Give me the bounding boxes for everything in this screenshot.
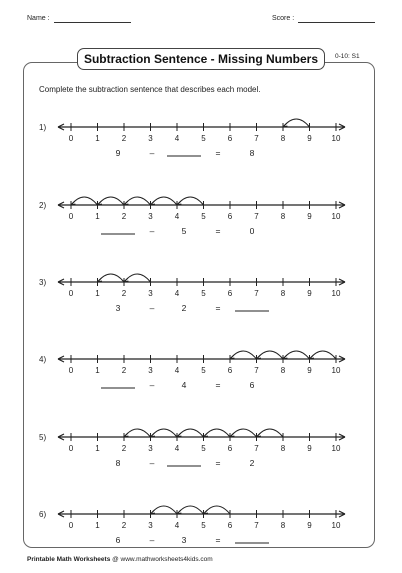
sentence-term: 8 (115, 458, 121, 468)
arrowhead-icon (151, 510, 155, 514)
tick-label: 6 (227, 134, 233, 143)
worksheet-code: 0-10: S1 (335, 53, 360, 60)
tick-label: 7 (254, 521, 259, 530)
tick-label: 6 (227, 212, 233, 221)
sentence-term: 3 (115, 303, 121, 313)
sentence-term: 6 (115, 535, 121, 545)
tick-label: 3 (148, 212, 153, 221)
tick-label: 0 (68, 366, 74, 375)
sentence-term: 8 (249, 148, 255, 158)
problem-3 (39, 274, 345, 313)
tick-label: 7 (254, 444, 259, 453)
sentence-term: = (215, 303, 221, 313)
name-label: Name : (27, 15, 50, 22)
arrowhead-icon (177, 510, 181, 514)
tick-label: 6 (227, 444, 233, 453)
sentence-term: 9 (115, 148, 121, 158)
problem-5 (39, 429, 345, 468)
tick-label: 3 (148, 134, 153, 143)
tick-label: 1 (95, 366, 100, 375)
worksheet-title: Subtraction Sentence - Missing Numbers (77, 48, 325, 70)
arrowhead-icon (98, 201, 102, 205)
sentence-term: = (215, 458, 221, 468)
sentence-term: = (215, 148, 221, 158)
tick-label: 5 (201, 521, 206, 530)
tick-label: 2 (121, 366, 127, 375)
tick-label: 10 (331, 134, 341, 143)
footer-site: @ www.mathworksheets4kids.com (112, 556, 213, 563)
problem-2 (39, 197, 345, 236)
tick-label: 8 (280, 521, 286, 530)
tick-label: 0 (68, 521, 74, 530)
sentence-term: 6 (249, 380, 255, 390)
arrowhead-icon (257, 433, 261, 437)
sentence-term: 4 (181, 380, 187, 390)
tick-label: 5 (201, 134, 206, 143)
tick-label: 9 (307, 444, 312, 453)
tick-label: 10 (331, 521, 341, 530)
arrowhead-icon (151, 433, 155, 437)
sentence-term: 2 (181, 303, 187, 313)
tick-label: 4 (174, 521, 180, 530)
tick-label: 4 (174, 289, 180, 298)
score-label: Score : (272, 15, 295, 22)
arrowhead-icon (71, 201, 75, 205)
tick-label: 1 (95, 521, 100, 530)
sentence-term: – (149, 380, 155, 390)
tick-label: 10 (331, 366, 341, 375)
problem-1 (39, 119, 345, 158)
tick-label: 0 (68, 134, 74, 143)
problem-6 (39, 506, 345, 545)
tick-label: 8 (280, 366, 286, 375)
tick-label: 1 (95, 289, 100, 298)
tick-label: 9 (307, 521, 312, 530)
tick-label: 4 (174, 134, 180, 143)
tick-label: 2 (121, 289, 127, 298)
tick-label: 1 (95, 212, 100, 221)
arrowhead-icon (151, 201, 155, 205)
sentence-term: – (149, 303, 155, 313)
tick-label: 6 (227, 366, 233, 375)
tick-label: 3 (148, 521, 153, 530)
tick-label: 10 (331, 289, 341, 298)
sentence-term: – (149, 148, 155, 158)
problem-4 (39, 351, 345, 390)
tick-label: 0 (68, 289, 74, 298)
instructions: Complete the subtraction sentence that describes each model. (39, 85, 261, 94)
tick-label: 2 (121, 521, 127, 530)
tick-label: 4 (174, 444, 180, 453)
arrowhead-icon (204, 510, 208, 514)
problem-label: 2) (39, 201, 47, 210)
tick-label: 9 (307, 366, 312, 375)
arrowhead-icon (230, 355, 234, 359)
tick-label: 6 (227, 289, 233, 298)
problem-label: 6) (39, 510, 47, 519)
tick-label: 0 (68, 444, 74, 453)
tick-label: 7 (254, 366, 259, 375)
arrowhead-icon (177, 201, 181, 205)
problem-label: 5) (39, 433, 47, 442)
arrowhead-icon (230, 433, 234, 437)
sentence-term: = (215, 380, 221, 390)
tick-label: 7 (254, 212, 259, 221)
tick-label: 5 (201, 212, 206, 221)
sentence-term: 0 (249, 226, 255, 236)
arrowhead-icon (124, 433, 128, 437)
problem-label: 4) (39, 355, 47, 364)
tick-label: 8 (280, 444, 286, 453)
sentence-term: = (215, 535, 221, 545)
tick-label: 9 (307, 212, 312, 221)
problem-label: 1) (39, 123, 47, 132)
tick-label: 1 (95, 134, 100, 143)
tick-label: 5 (201, 366, 206, 375)
tick-label: 7 (254, 289, 259, 298)
arrowhead-icon (98, 278, 102, 282)
tick-label: 2 (121, 444, 127, 453)
tick-label: 5 (201, 444, 206, 453)
arrowhead-icon (310, 355, 314, 359)
footer (27, 556, 213, 563)
arrowhead-icon (124, 278, 128, 282)
problem-label: 3) (39, 278, 47, 287)
tick-label: 5 (201, 289, 206, 298)
arrowhead-icon (204, 433, 208, 437)
tick-label: 1 (95, 444, 100, 453)
tick-label: 9 (307, 134, 312, 143)
tick-label: 10 (331, 212, 341, 221)
tick-label: 4 (174, 366, 180, 375)
tick-label: 4 (174, 212, 180, 221)
sentence-term: – (149, 226, 155, 236)
sentence-term: – (149, 535, 155, 545)
tick-label: 8 (280, 134, 286, 143)
tick-label: 8 (280, 212, 286, 221)
arrowhead-icon (177, 433, 181, 437)
sentence-term: 3 (181, 535, 187, 545)
sentence-term: – (149, 458, 155, 468)
arrowhead-icon (283, 355, 287, 359)
tick-label: 3 (148, 444, 153, 453)
tick-label: 6 (227, 521, 233, 530)
arrowhead-icon (283, 123, 287, 127)
tick-label: 3 (148, 366, 153, 375)
footer-brand: Printable Math Worksheets (27, 556, 111, 563)
tick-label: 0 (68, 212, 74, 221)
tick-label: 2 (121, 212, 127, 221)
tick-label: 8 (280, 289, 286, 298)
tick-label: 9 (307, 289, 312, 298)
sentence-term: = (215, 226, 221, 236)
arrowhead-icon (124, 201, 128, 205)
sentence-term: 2 (249, 458, 255, 468)
tick-label: 10 (331, 444, 341, 453)
tick-label: 2 (121, 134, 127, 143)
tick-label: 3 (148, 289, 153, 298)
sentence-term: 5 (181, 226, 187, 236)
tick-label: 7 (254, 134, 259, 143)
arrowhead-icon (257, 355, 261, 359)
